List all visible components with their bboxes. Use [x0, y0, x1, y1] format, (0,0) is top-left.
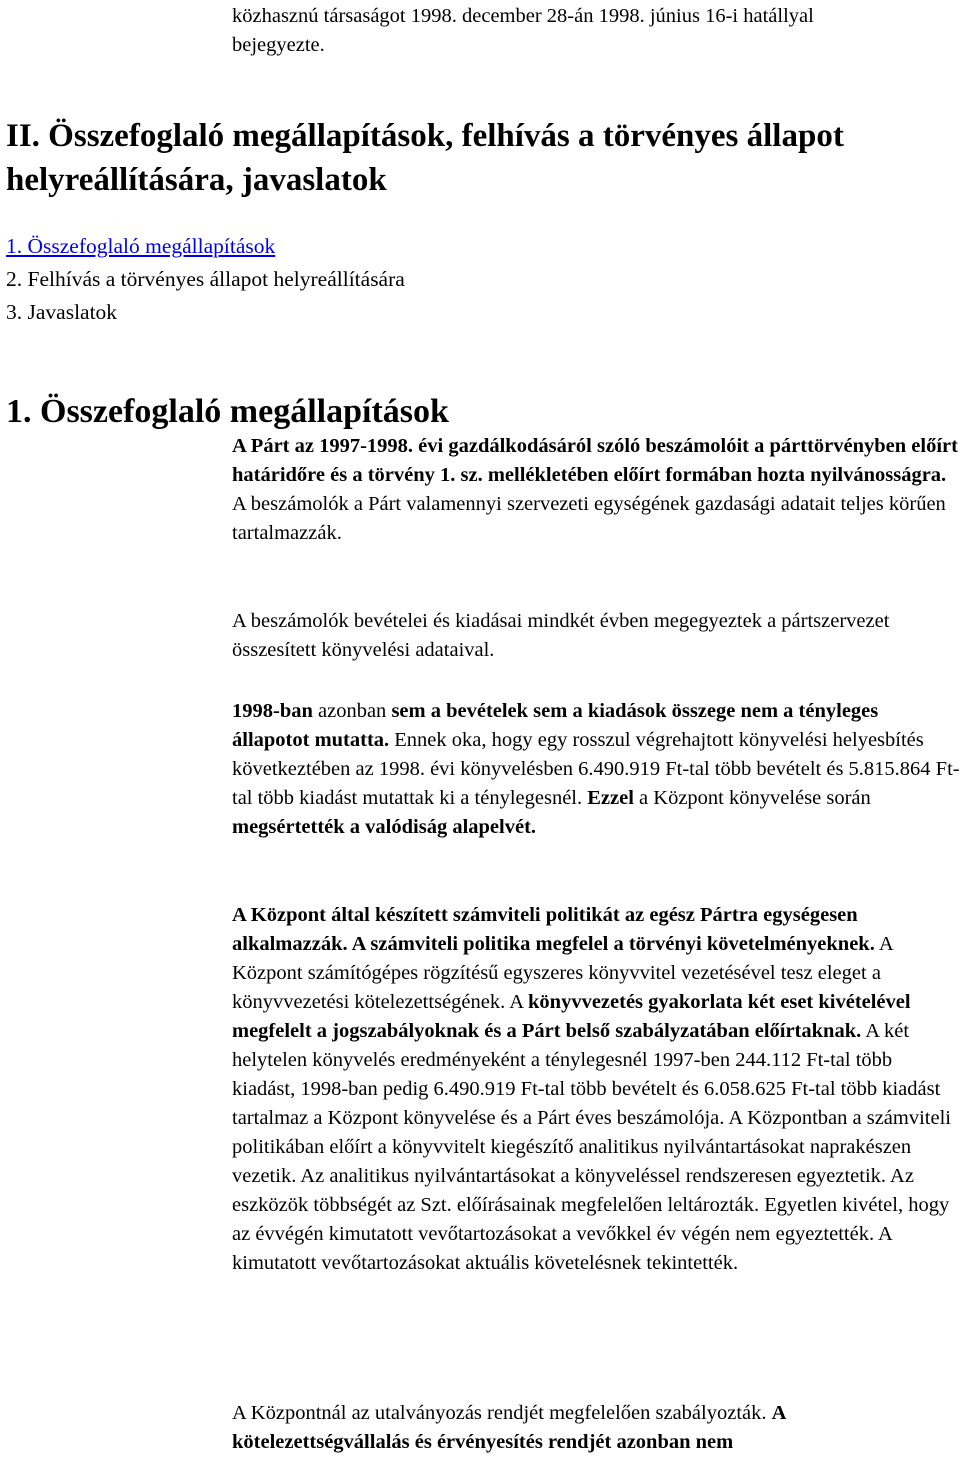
paragraph-3-bold-ezzel: Ezzel [587, 787, 634, 809]
paragraph-4-bold-policy: A Központ által készített számviteli politikát az egész Pártra egységesen alkalmazzák. A számviteli politika megfelel a törvényi követelményeknek. [232, 904, 875, 955]
toc-item-restoration: 2. Felhívás a törvényes állapot helyreállítására [6, 267, 405, 291]
section-heading: II. Összefoglaló megállapítások, felhívás a törvényes állapot helyreállítására, javaslatok [6, 118, 844, 198]
paragraph-3-text-b: Ennek oka, hogy egy rosszul végrehajtott könyvelési helyesbítés következtében az 1998. évi könyvelésben 6.490.919 Ft-tal több bevételt és 5.815.864 Ft-tal több kiadást mutattak ki a ténylegesnél. [232, 729, 960, 809]
intro-line-1: közhasznú társaságot 1998. december 28-án 1998. június 16-i hatállyal [232, 5, 814, 27]
paragraph-3-bold-finding: sem a bevételek sem a kiadások összege nem a tényleges állapotot mutatta. [232, 700, 879, 751]
paragraph-2 [232, 607, 960, 665]
paragraph-1-bold: A Párt az 1997-1998. évi gazdálkodásáról szóló beszámolóit a párttörvényben előírt határidőre és a törvény 1. sz. mellékletében előírt formában hozta nyilvánosságra. [232, 435, 958, 486]
paragraph-5 [232, 1399, 960, 1457]
paragraph-4-text-a: A Központ számítógépes rögzítésű egyszeres könyvvitel vezetésével tesz eleget a könyvvezetési kötelezettségének. A [232, 933, 893, 1013]
table-of-contents [6, 230, 906, 329]
intro-line-2: bejegyezte. [232, 34, 325, 56]
intro-text [232, 2, 960, 60]
paragraph-4-bold-practice: könyvvezetés gyakorlata két eset kivételével megfelelt a jogszabályoknak és a Párt belső szabályzatában előírtaknak. [232, 991, 911, 1042]
paragraph-1 [232, 432, 960, 548]
paragraph-5-bold: A kötelezettségvállalás és érvényesítés rendjét azonban nem [232, 1402, 786, 1453]
subsection-heading: 1. Összefoglaló megállapítások [6, 393, 449, 430]
paragraph-3-text-c: a Központ könyvelése során [633, 787, 871, 809]
paragraph-3-text-a: azonban [312, 700, 392, 722]
paragraph-5-text: A Központnál az utalványozás rendjét megfelelően szabályozták. [232, 1402, 772, 1424]
paragraph-3-bold-year: 1998-ban [232, 700, 313, 722]
paragraph-4 [232, 901, 960, 1278]
paragraph-4-text-b: A két helytelen könyvelés eredményeként a ténylegesnél 1997-ben 244.112 Ft-tal több kiadást, 1998-ban pedig 6.490.919 Ft-tal több bevételt és 6.058.625 Ft-tal több kiadást tartalmaz a Központ könyvelése és a Párt éves beszámolója. A Központban a számviteli politikában előírt a könyvvitelt kiegészítő analitikus nyilvántartásokat naprakészen vezetik. Az analitikus nyilvántartásokat a könyveléssel rendszeresen egyeztetik. Az eszközök többségét az Szt. előírásainak megfelelően leltározták. Egyetlen kivétel, hogy az évvégén kimutatott vevőtartozásokat a vevőkkel év végén nem egyeztették. A kimutatott vevőtartozásokat aktuális követelésnek tekintették. [232, 1020, 951, 1274]
toc-link-summary[interactable]: 1. Összefoglaló megállapítások [6, 234, 276, 258]
paragraph-1-text: A beszámolók a Párt valamennyi szervezeti egységének gazdasági adatait teljes körűen tartalmazzák. [232, 493, 946, 544]
paragraph-2-text: A beszámolók bevételei és kiadásai mindkét évben megegyeztek a pártszervezet összesített könyvelési adataival. [232, 610, 890, 661]
paragraph-3-bold-violation: megsértették a valódiság alapelvét. [232, 816, 537, 838]
toc-item-proposals: 3. Javaslatok [6, 300, 118, 324]
paragraph-3 [232, 697, 960, 842]
